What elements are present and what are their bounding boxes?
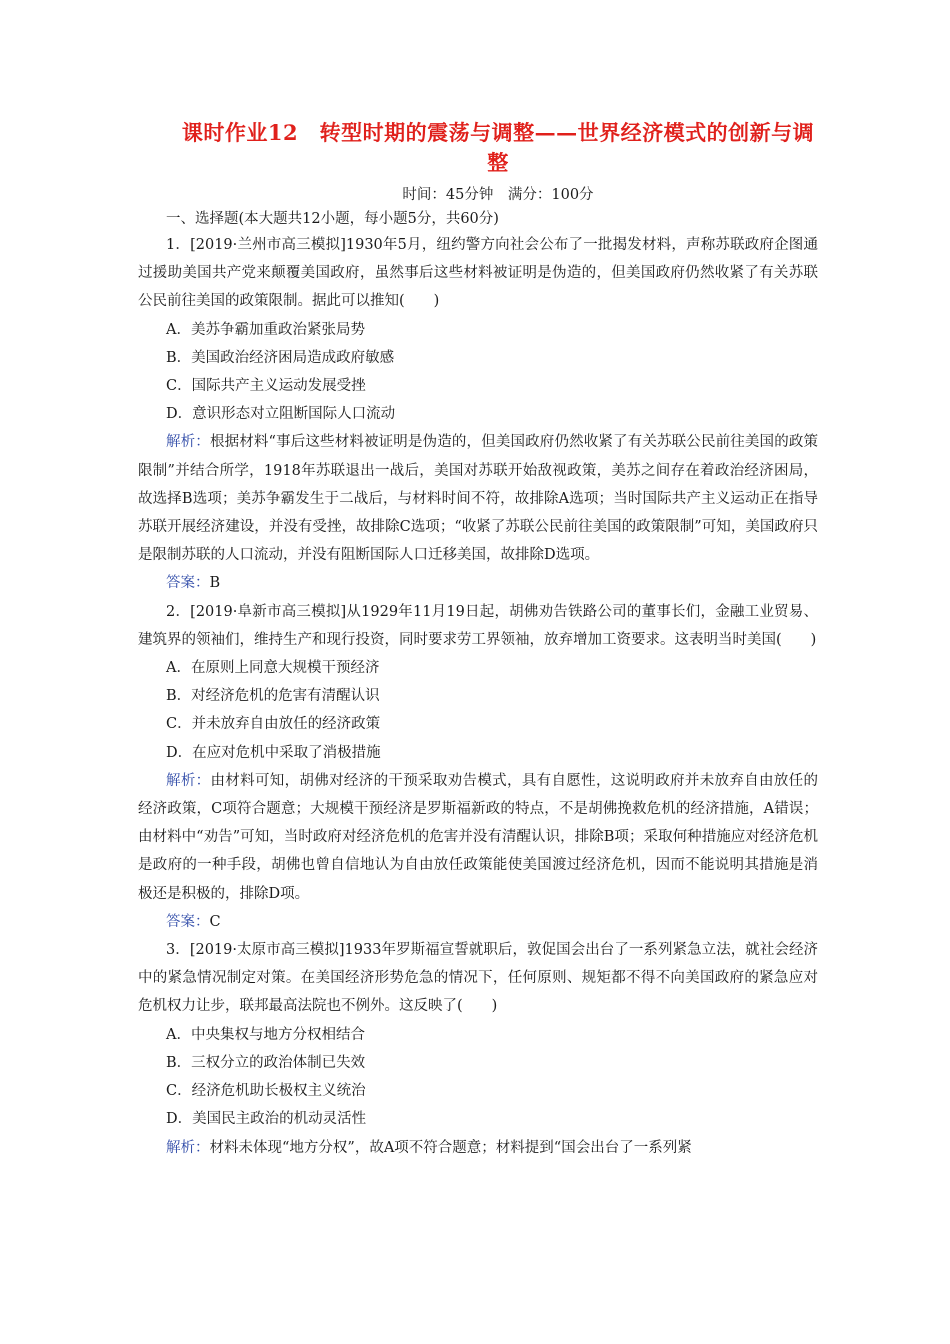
option-b: B．对经济危机的危害有清醒认识: [166, 688, 380, 705]
analysis-paragraph: [138, 428, 818, 569]
analysis-text: 材料未体现“地方分权”，故A项不符合题意；材料提到“国会出台了一系列紧: [209, 1139, 692, 1156]
answer-value: B: [209, 575, 221, 592]
section-heading: 一、选择题(本大题共12小题，每小题5分，共60分): [166, 211, 499, 227]
answer-line: [138, 569, 818, 597]
document-page: [138, 118, 818, 1162]
question-stem: 1．[2019·兰州市高三模拟]1930年5月，纽约警方向社会公布了一批揭发材料，声称苏联政府企图通过援助美国共产党来颠覆美国政府，虽然事后这些材料被证明是伪造的，但美国政府仍然收紧了有关苏联公民前往美国的政策限制。据此可以推知( ): [138, 237, 818, 310]
option-d: D．在应对危机中采取了消极措施: [166, 744, 381, 761]
answer-label: 答案：: [166, 913, 210, 930]
option-a: A．在原则上同意大规模干预经济: [166, 660, 380, 677]
option-b: B．美国政治经济困局造成政府敏感: [166, 349, 395, 366]
option-c: C．并未放弃自由放任的经济政策: [166, 716, 381, 733]
analysis-label: 解析：: [166, 1139, 210, 1156]
option-c: C．经济危机助长极权主义统治: [166, 1083, 366, 1100]
answer-line: [138, 908, 818, 936]
document-title: 课时作业12 转型时期的震荡与调整——世界经济模式的创新与调整: [181, 120, 815, 175]
option-a: A．美苏争霸加重政治紧张局势: [166, 321, 365, 338]
option-d: D．美国民主政治的机动灵活性: [166, 1111, 367, 1128]
option-d: D．意识形态对立阻断国际人口流动: [166, 406, 396, 423]
answer-value: C: [209, 913, 221, 930]
analysis-text: 由材料可知，胡佛对经济的干预采取劝告模式，具有自愿性，这说明政府并未放弃自由放任的经济政策，C项符合题意；大规模干预经济是罗斯福新政的特点，不是胡佛挽救危机的经济措施，A错误；由材料中“劝告”可知，当时政府对经济危机的危害并没有清醒认识，排除B项；采取何种措施应对经济危机是政府的一种手段，胡佛也曾自信地认为自由放任政策能使美国渡过经济危机，因而不能说明其措施是消极还是积极的，排除D项。: [138, 772, 819, 902]
analysis-label: 解析：: [166, 434, 210, 451]
analysis-label: 解析：: [166, 772, 211, 789]
question-stem: 2．[2019·阜新市高三模拟]从1929年11月19日起，胡佛劝告铁路公司的董事长们，金融工业贸易、建筑界的领袖们，维持生产和现行投资，同时要求劳工界领袖，放弃增加工资要求。这表明当时美国( ): [138, 603, 818, 648]
option-a: A．中央集权与地方分权相结合: [166, 1026, 365, 1043]
question-1: [138, 231, 818, 598]
answer-label: 答案：: [166, 575, 210, 592]
analysis-paragraph: [138, 1134, 818, 1162]
time-score-line: 时间：45分钟 满分：100分: [402, 187, 594, 203]
analysis-text: 根据材料“事后这些材料被证明是伪造的，但美国政府仍然收紧了有关苏联公民前往美国的政策限制”并结合所学，1918年苏联退出一战后，美国对苏联开始敌视政策，美苏之间存在着政治经济困局，故选择B选项；美苏争霸发生于二战后，与材料时间不符，故排除A选项；当时国际共产主义运动正在指导苏联开展经济建设，并没有受挫，故排除C选项；“收紧了苏联公民前往美国的政策限制”可知，美国政府只是限制苏联的人口流动，并没有阻断国际人口迁移美国，故排除D选项。: [138, 434, 818, 564]
question-stem: 3．[2019·太原市高三模拟]1933年罗斯福宣誓就职后，敦促国会出台了一系列紧急立法，就社会经济中的紧急情况制定对策。在美国经济形势危急的情况下，任何原则、规矩都不得不向美国政府的紧急应对危机权力让步，联邦最高法院也不例外。这反映了( ): [138, 942, 818, 1015]
question-3: [138, 936, 818, 1162]
option-b: B．三权分立的政治体制已失效: [166, 1054, 366, 1071]
analysis-paragraph: [138, 767, 818, 908]
question-2: [138, 598, 818, 936]
option-c: C．国际共产主义运动发展受挫: [166, 378, 366, 395]
